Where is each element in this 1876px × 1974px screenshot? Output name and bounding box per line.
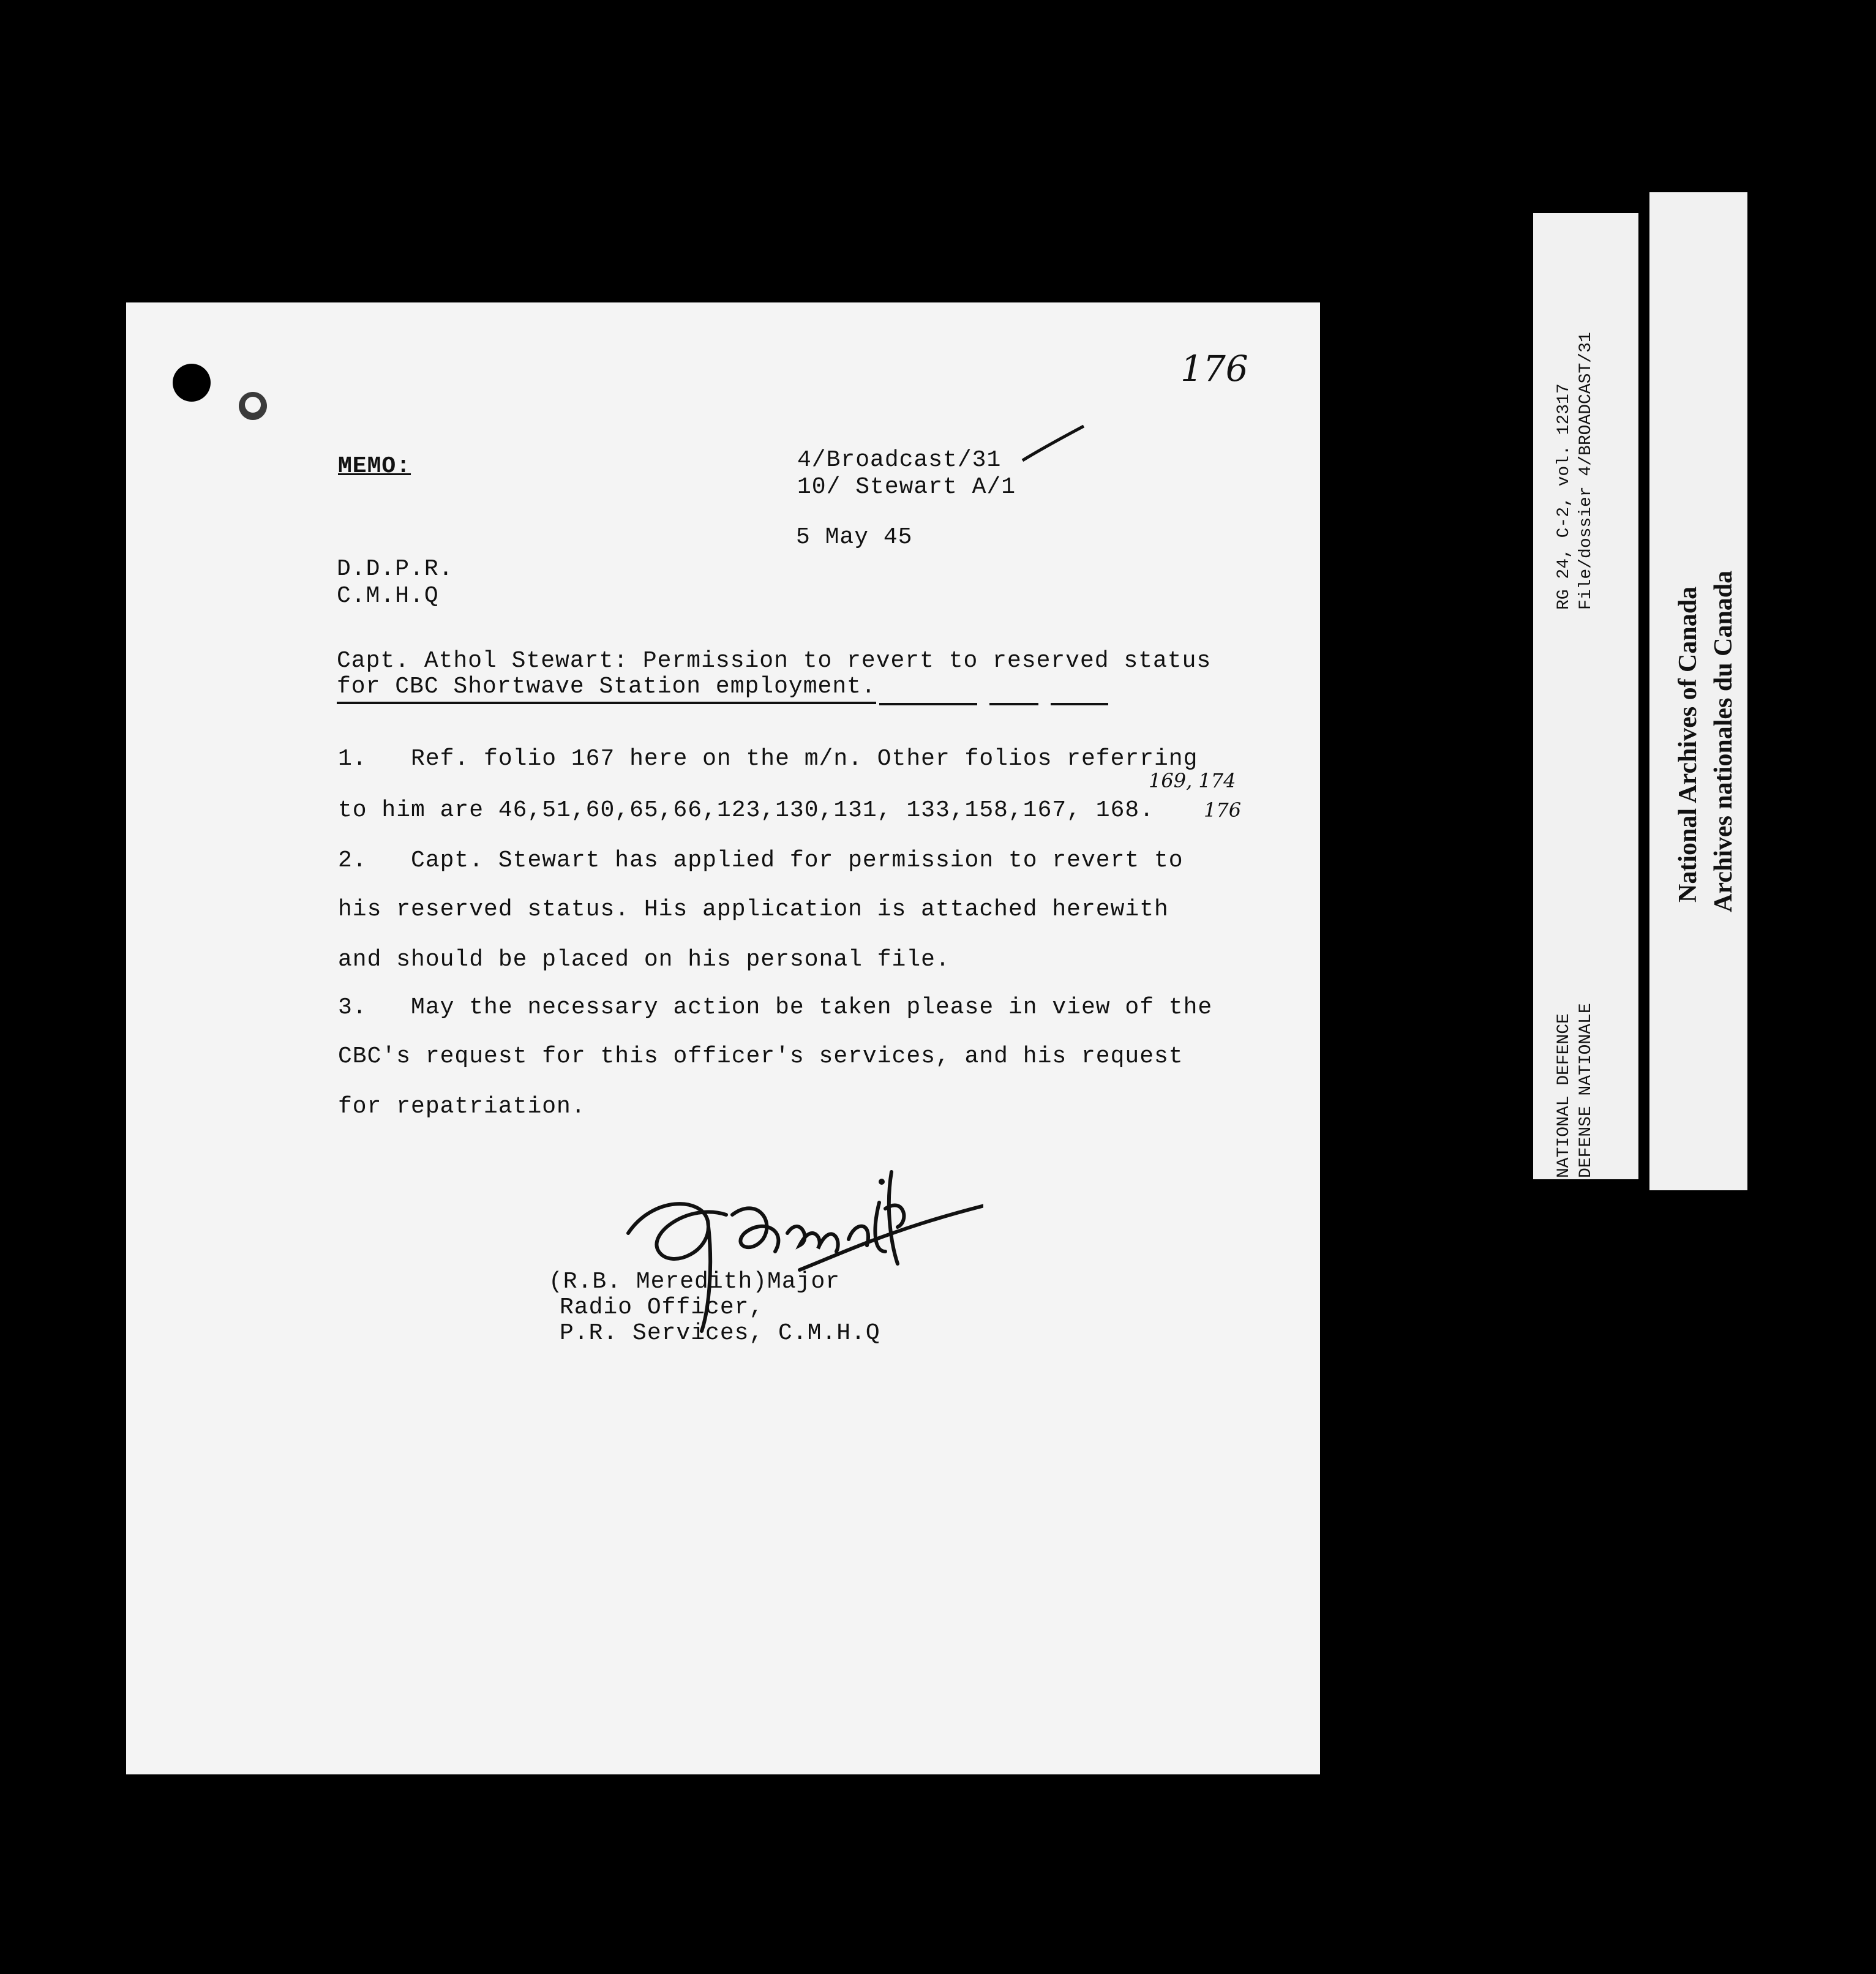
archive-name-english: National Archives of Canada xyxy=(1674,586,1702,903)
archive-name-stamp xyxy=(1649,192,1747,1190)
memo-heading: MEMO: xyxy=(338,453,411,479)
underline-dash xyxy=(1051,703,1108,705)
archive-reference-line2: File/dossier 4/BROADCAST/31 xyxy=(1577,332,1596,610)
folio-number: 176 xyxy=(1180,348,1248,389)
signature-name: (R.B. Meredith)Major xyxy=(549,1269,841,1295)
department-line1: NATIONAL DEFENCE xyxy=(1555,1013,1574,1178)
department-line2: DEFENSE NATIONALE xyxy=(1577,1003,1596,1178)
archive-reference-line1: RG 24, C-2, vol. 12317 xyxy=(1555,383,1574,610)
signature-title: Radio Officer, xyxy=(560,1294,764,1321)
punch-hole xyxy=(239,392,267,420)
archive-reference-stamp xyxy=(1533,213,1638,1179)
addressee-line1: D.D.P.R. xyxy=(337,556,454,582)
subject-line1: Capt. Athol Stewart: Permission to revert to reserved status xyxy=(337,648,1212,674)
para3-line2: CBC's request for this officer's services, and his request xyxy=(338,1043,1184,1070)
file-ref-line2: 10/ Stewart A/1 xyxy=(797,474,1016,500)
para2-line2: his reserved status. His application is attached herewith xyxy=(338,896,1169,923)
file-ref-line1: 4/Broadcast/31 xyxy=(797,447,1002,473)
memo-paper xyxy=(126,302,1320,1774)
underline-dash xyxy=(989,703,1038,705)
handwritten-folio-side: 176 xyxy=(1204,798,1242,822)
para1-line1: 1. Ref. folio 167 here on the m/n. Other folios referring xyxy=(338,746,1198,772)
para1-line2: to him are 46,51,60,65,66,123,130,131, 133,158,167, 168. xyxy=(338,797,1155,824)
para2-line1: 2. Capt. Stewart has applied for permission to revert to xyxy=(338,847,1184,874)
subject-line2: for CBC Shortwave Station employment. xyxy=(337,674,876,704)
check-mark xyxy=(1020,422,1087,471)
para2-line3: and should be placed on his personal file. xyxy=(338,947,950,973)
handwritten-folios: 169, 174 xyxy=(1149,769,1236,792)
memo-date: 5 May 45 xyxy=(796,524,913,550)
archive-name-french: Archives nationales du Canada xyxy=(1709,570,1738,912)
signature-unit: P.R. Services, C.M.H.Q xyxy=(560,1320,880,1346)
addressee-line2: C.M.H.Q xyxy=(337,583,439,609)
underline-dash xyxy=(879,703,977,705)
para3-line1: 3. May the necessary action be taken please in view of the xyxy=(338,994,1213,1021)
handwritten-signature xyxy=(616,1147,983,1343)
punch-hole xyxy=(173,364,211,402)
para3-line3: for repatriation. xyxy=(338,1094,586,1120)
